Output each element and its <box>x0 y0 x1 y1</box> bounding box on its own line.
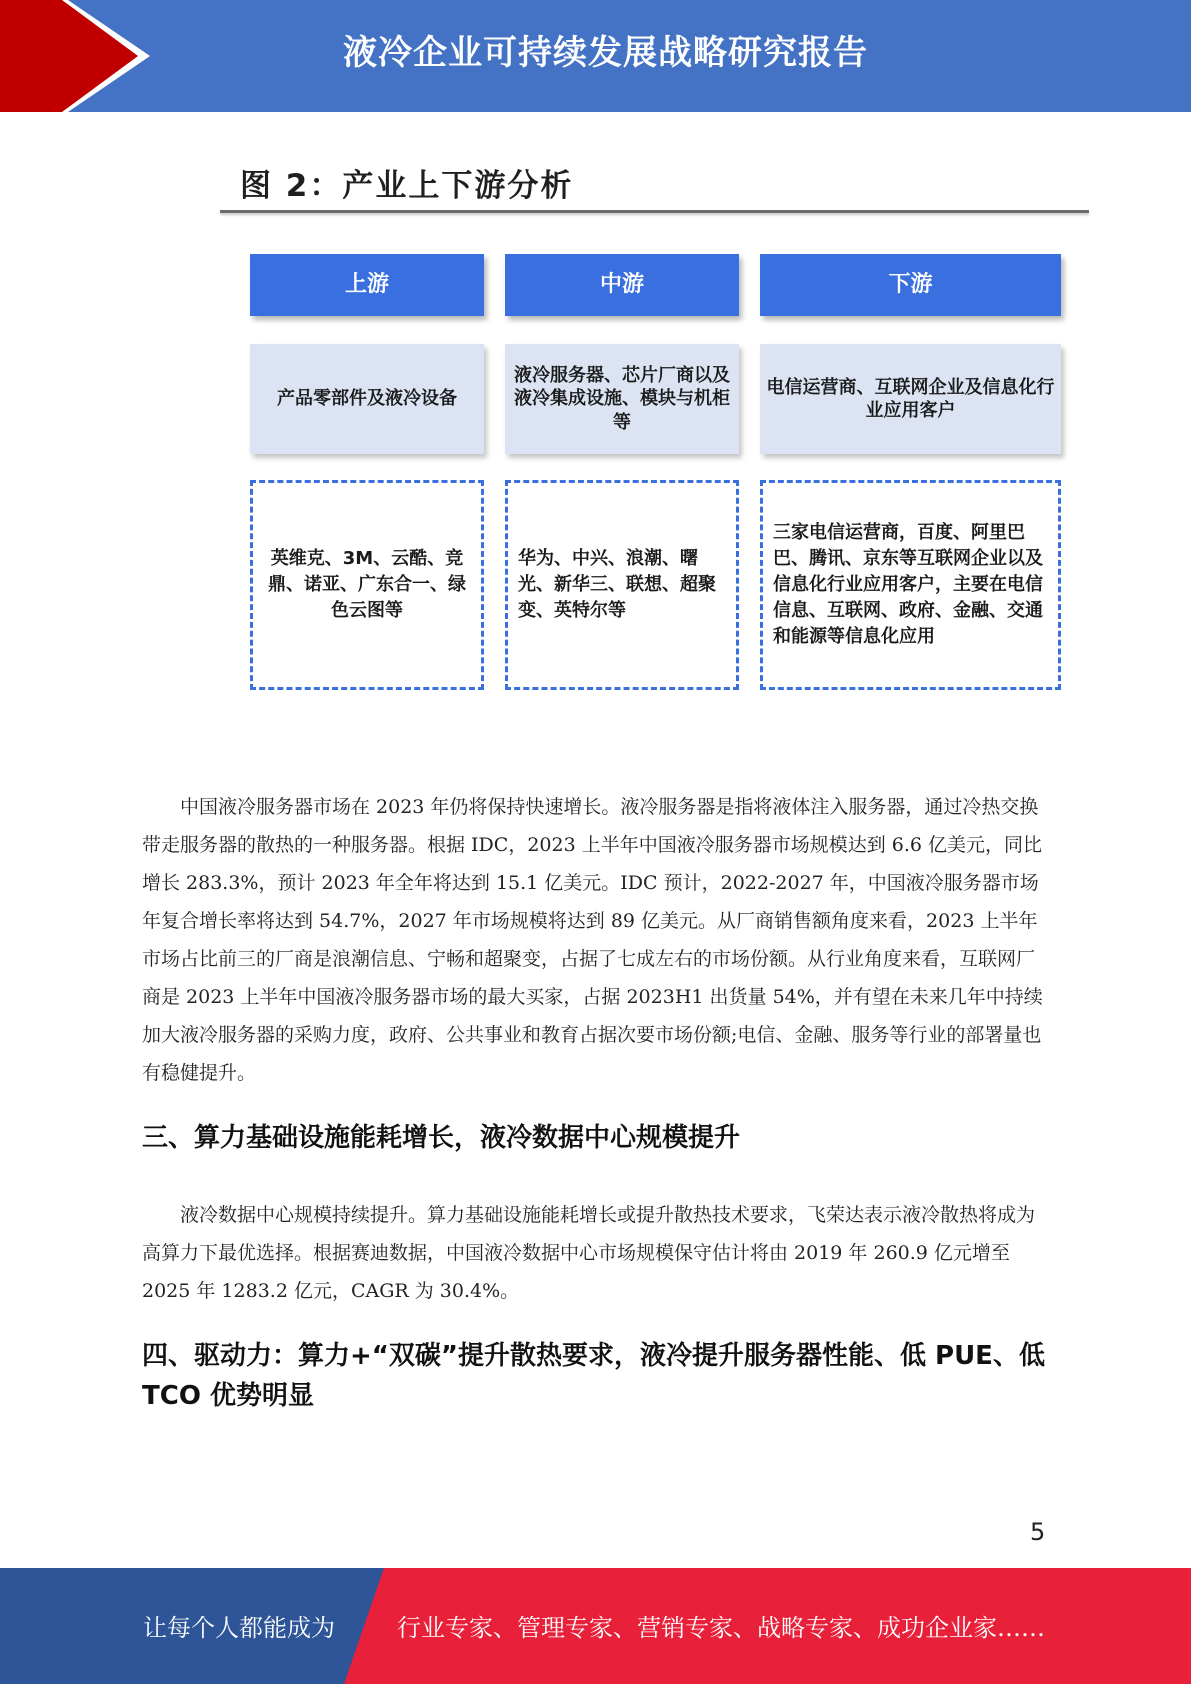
midstream-description: 液冷服务器、芯片厂商以及液冷集成设施、模块与机柜等 <box>505 344 739 454</box>
footer-slogan-right: 行业专家、管理专家、营销专家、战略专家、成功企业家…… <box>397 1614 1045 1642</box>
section-heading-4: 四、驱动力：算力+“双碳”提升散热要求，液冷提升服务器性能、低 PUE、低 TCO 优势明显 <box>142 1341 1045 1411</box>
upstream-companies: 英维克、3M、云酷、竞鼎、诺亚、广东合一、绿色云图等 <box>250 480 484 690</box>
page-number: 5 <box>1030 1518 1046 1546</box>
midstream-companies: 华为、中兴、浪潮、曙光、新华三、联想、超聚变、英特尔等 <box>505 480 739 690</box>
downstream-companies: 三家电信运营商，百度、阿里巴巴、腾讯、京东等互联网企业以及信息化行业应用客户，主要在电信信息、互联网、政府、金融、交通和能源等信息化应用 <box>760 480 1061 690</box>
upstream-description: 产品零部件及液冷设备 <box>250 344 484 454</box>
page-header <box>0 0 1191 112</box>
paragraph-datacenter: 液冷数据中心规模持续提升。算力基础设施能耗增长或提升散热技术要求，飞荣达表示液冷散热将成为高算力下最优选择。根据赛迪数据，中国液冷数据中心市场规模保守估计将由 2019 年 260.9 亿元增至 2025 年 1283.2 亿元，CAGR 为 30.4%。 <box>142 1204 1036 1302</box>
downstream-description: 电信运营商、互联网企业及信息化行业应用客户 <box>760 344 1061 454</box>
figure-title: 图 2：产业上下游分析 <box>240 168 574 204</box>
header-title: 液冷企业可持续发展战略研究报告 <box>343 33 868 73</box>
figure-divider <box>220 210 1089 213</box>
paragraph-market: 中国液冷服务器市场在 2023 年仍将保持快速增长。液冷服务器是指将液体注入服务器，通过冷热交换带走服务器的散热的一种服务器。根据 IDC，2023 上半年中国液冷服务器市场规模达到 6.6 亿美元，同比增长 283.3%，预计 2023 年全年将达到 15.1 亿美元。IDC 预计，2022-2027 年，中国液冷服务器市场年复合增长率将达到 54.7%，2027 年市场规模将达到 89 亿美元。从厂商销售额角度来看，2023 上半年市场占比前三的厂商是浪潮信息、宁畅和超聚变，占据了七成左右的市场份额。从行业角度来看，互联网厂商是 2023 上半年中国液冷服务器市场的最大买家，占据 2023H1 出货量 54%，并有望在未来几年中持续加大液冷服务器的采购力度，政府、公共事业和教育占据次要市场份额;电信、金融、服务等行业的部署量也有稳健提升。 <box>142 796 1043 1084</box>
downstream-header: 下游 <box>760 254 1061 316</box>
midstream-header: 中游 <box>505 254 739 316</box>
section-heading-3: 三、算力基础设施能耗增长，液冷数据中心规模提升 <box>142 1123 741 1153</box>
footer-slogan-left: 让每个人都能成为 <box>143 1614 335 1642</box>
upstream-header: 上游 <box>250 254 484 316</box>
